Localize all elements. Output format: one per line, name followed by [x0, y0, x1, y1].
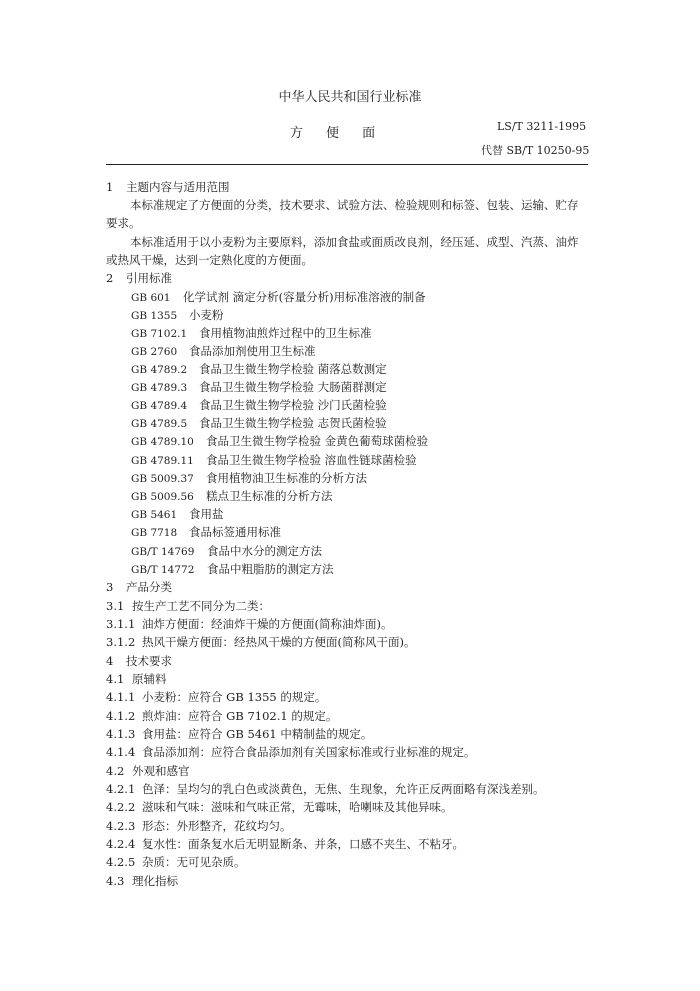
reference-title: 食品卫生微生物学检验 沙门氏菌检验 — [199, 398, 387, 412]
clause-number: 4.1.2 — [106, 709, 136, 723]
clause-text: 煎炸油：应符合 GB 7102.1 的规定。 — [142, 709, 338, 723]
reference-code: GB 5009.56 — [131, 491, 194, 503]
clause-number: 4.2.4 — [106, 837, 136, 851]
reference-code: GB 2760 — [131, 346, 178, 358]
clause — [106, 688, 326, 706]
document-header: 中华人民共和国行业标准 — [278, 90, 422, 105]
clause — [106, 743, 476, 761]
reference-item — [131, 360, 387, 378]
clause-text: 食品添加剂：应符合食品添加剂有关国家标准或行业标准的规定。 — [142, 745, 476, 759]
clause-text: 复水性：面条复水后无明显断条、并条，口感不夹生、不粘牙。 — [142, 837, 464, 851]
clause-text: 按生产工艺不同分为二类： — [132, 599, 270, 613]
clause — [106, 872, 178, 890]
section-heading — [106, 578, 172, 596]
reference-title: 食品中粗脂肪的测定方法 — [207, 562, 334, 576]
clause-number: 3.1.1 — [106, 617, 136, 631]
clause — [106, 725, 372, 743]
clause — [106, 707, 337, 725]
reference-title: 食品卫生微生物学检验 大肠菌群测定 — [199, 380, 387, 394]
reference-item — [131, 542, 322, 560]
clause-text: 形态：外形整齐，花纹均匀。 — [142, 819, 292, 833]
reference-item — [131, 342, 316, 360]
reference-item — [131, 523, 281, 541]
clause-text: 油炸方便面：经油炸干燥的方便面(简称油炸面)。 — [142, 617, 393, 631]
paragraph: 本标准适用于以小麦粉为主要原料，添加食盐或面质改良剂，经压延、成型、汽蒸、油炸或热风干燥，达到一定熟化度的方便面。 — [106, 235, 579, 267]
paragraph: 本标准规定了方便面的分类，技术要求、试验方法、检验规则和标签、包装、运输、贮存要求。 — [106, 198, 579, 230]
reference-item — [131, 469, 367, 487]
reference-title: 糕点卫生标准的分析方法 — [206, 489, 333, 503]
clause-number: 4.2 — [106, 764, 125, 778]
clause-text: 食用盐：应符合 GB 5461 中精制盐的规定。 — [142, 727, 373, 741]
reference-item — [131, 396, 387, 414]
reference-code: GB 7718 — [131, 527, 178, 539]
clause-number: 4.1.4 — [106, 745, 136, 759]
reference-code: GB 7102.1 — [131, 328, 188, 340]
reference-code: GB 4789.11 — [131, 455, 194, 467]
clause-number: 4.1.1 — [106, 690, 136, 704]
reference-code: GB 4789.4 — [131, 400, 188, 412]
clause-number: 3.1.2 — [106, 635, 136, 649]
reference-title: 化学试剂 滴定分析(容量分析)用标准溶液的制备 — [183, 290, 426, 304]
reference-title: 食品中水分的测定方法 — [207, 544, 322, 558]
clause-number: 3.1 — [106, 599, 125, 613]
clause-number: 4.2.3 — [106, 819, 136, 833]
reference-title: 食用植物油煎炸过程中的卫生标准 — [199, 326, 372, 340]
reference-code: GB/T 14772 — [131, 564, 195, 576]
clause — [106, 817, 292, 835]
clause-text: 外观和感官 — [132, 764, 190, 778]
clause-number: 4.2.2 — [106, 800, 136, 814]
clause-text: 小麦粉：应符合 GB 1355 的规定。 — [142, 690, 327, 704]
reference-code: GB 4789.2 — [131, 364, 188, 376]
clause — [106, 853, 246, 871]
clause — [106, 835, 464, 853]
reference-title: 食品卫生微生物学检验 菌落总数测定 — [199, 362, 387, 376]
section-heading — [106, 652, 172, 670]
title-char: 便 — [325, 126, 339, 141]
clause-text: 理化指标 — [132, 874, 178, 888]
clause — [106, 670, 167, 688]
reference-code: GB 1355 — [131, 310, 178, 322]
clause — [106, 597, 270, 615]
header-divider — [106, 164, 588, 165]
section-title: 产品分类 — [126, 580, 172, 594]
reference-item — [131, 378, 387, 396]
reference-item — [131, 324, 372, 342]
section-title: 技术要求 — [126, 654, 172, 668]
section-heading — [106, 178, 230, 196]
clause-number: 4.1.3 — [106, 727, 136, 741]
reference-title: 食品卫生微生物学检验 志贺氏菌检验 — [199, 416, 387, 430]
reference-title: 食品标签通用标准 — [189, 525, 281, 539]
clause — [106, 633, 415, 651]
clause-text: 色泽：呈均匀的乳白色或淡黄色，无焦、生现象，允许正反两面略有深浅差别。 — [142, 782, 545, 796]
reference-item — [131, 560, 334, 578]
reference-code: GB 5009.37 — [131, 473, 194, 485]
section-number: 2 — [106, 271, 114, 285]
reference-code: GB 4789.5 — [131, 418, 188, 430]
clause-number: 4.2.5 — [106, 855, 136, 869]
clause — [106, 762, 190, 780]
reference-code: GB 601 — [131, 292, 171, 304]
reference-item — [131, 451, 417, 469]
reference-code: GB/T 14769 — [131, 546, 195, 558]
reference-title: 小麦粉 — [189, 308, 224, 322]
reference-title: 食品添加剂使用卫生标准 — [189, 344, 316, 358]
reference-item — [131, 505, 224, 523]
clause-number: 4.2.1 — [106, 782, 136, 796]
reference-title: 食品卫生微生物学检验 金黄色葡萄球菌检验 — [206, 434, 429, 448]
standard-number: LS/T 3211-1995 — [497, 120, 587, 133]
reference-title: 食用盐 — [189, 507, 224, 521]
reference-title: 食用植物油卫生标准的分析方法 — [206, 471, 367, 485]
section-number: 4 — [106, 654, 114, 668]
clause — [106, 798, 453, 816]
clause-text: 杂质：无可见杂质。 — [142, 855, 246, 869]
clause-number: 4.3 — [106, 874, 125, 888]
reference-item — [131, 414, 387, 432]
clause-text: 原辅料 — [132, 672, 167, 686]
section-number: 1 — [106, 180, 114, 194]
section-title: 引用标准 — [126, 271, 172, 285]
section-title: 主题内容与适用范围 — [126, 180, 230, 194]
section-heading — [106, 269, 172, 287]
reference-item — [131, 306, 224, 324]
clause-number: 4.1 — [106, 672, 125, 686]
clause-text: 热风干燥方便面：经热风干燥的方便面(简称风干面)。 — [142, 635, 416, 649]
clause-text: 滋味和气味：滋味和气味正常，无霉味，哈喇味及其他异味。 — [142, 800, 453, 814]
clause — [106, 615, 392, 633]
title-char: 面 — [362, 126, 376, 141]
reference-item — [131, 487, 333, 505]
reference-code: GB 4789.10 — [131, 436, 194, 448]
reference-code: GB 5461 — [131, 509, 178, 521]
section-number: 3 — [106, 580, 114, 594]
reference-item — [131, 432, 428, 450]
reference-code: GB 4789.3 — [131, 382, 188, 394]
replaces-standard: 代替 SB/T 10250-95 — [481, 144, 590, 157]
reference-item — [131, 288, 426, 306]
reference-title: 食品卫生微生物学检验 溶血性链球菌检验 — [206, 453, 417, 467]
clause — [106, 780, 545, 798]
title-char: 方 — [289, 126, 303, 141]
